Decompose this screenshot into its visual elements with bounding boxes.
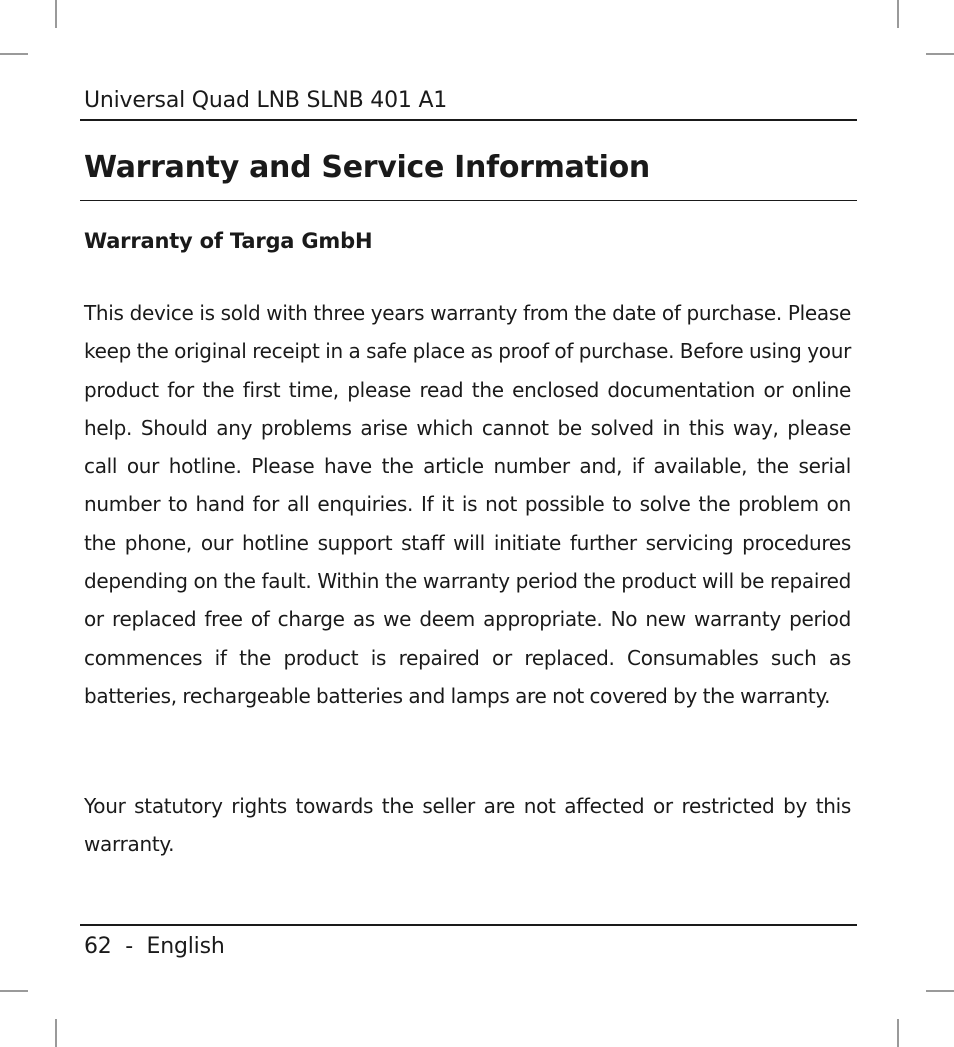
header-rule (80, 119, 857, 121)
section-subtitle: Warranty of Targa GmbH (84, 229, 373, 253)
footer-rule (80, 924, 857, 926)
crop-mark-bottom-right-vertical (897, 1019, 899, 1047)
crop-mark-bottom-left-vertical (55, 1019, 57, 1047)
running-header: Universal Quad LNB SLNB 401 A1 (84, 88, 448, 113)
title-rule (80, 200, 857, 201)
page-number: 62 (84, 934, 112, 959)
section-title: Warranty and Service Information (84, 150, 650, 185)
footer-language: English (146, 934, 225, 959)
crop-mark-bottom-right-horizontal (926, 990, 954, 992)
crop-mark-bottom-left-horizontal (0, 990, 28, 992)
footer-separator: - (125, 934, 133, 959)
crop-mark-top-right-horizontal (926, 53, 954, 55)
warranty-paragraph: This device is sold with three years warranty from the date of purchase. Please keep the original receipt in a safe place as proof of purchase. Before using your product for the first time, please read the enclosed documentation or online help. Should any problems arise which cannot be solved in this way, please call our hotline. Please have the article number and, if available, the serial number to hand for all enquiries. If it is not possible to solve the problem on the phone, our hotline support staff will initiate further servicing procedures depending on the fault. Within the warranty period the product will be repaired or replaced free of charge as we deem appropriate. No new warranty period commences if the product is repaired or replaced. Consumables such as batteries, rechargeable batteries and lamps are not covered by the warranty. (84, 301, 851, 708)
crop-mark-top-right-vertical (897, 0, 899, 28)
statutory-rights-paragraph: Your statutory rights towards the seller are not affected or restricted by this warranty. (84, 794, 851, 857)
page-footer (84, 932, 225, 962)
crop-mark-top-left-vertical (55, 0, 57, 28)
crop-mark-top-left-horizontal (0, 53, 28, 55)
